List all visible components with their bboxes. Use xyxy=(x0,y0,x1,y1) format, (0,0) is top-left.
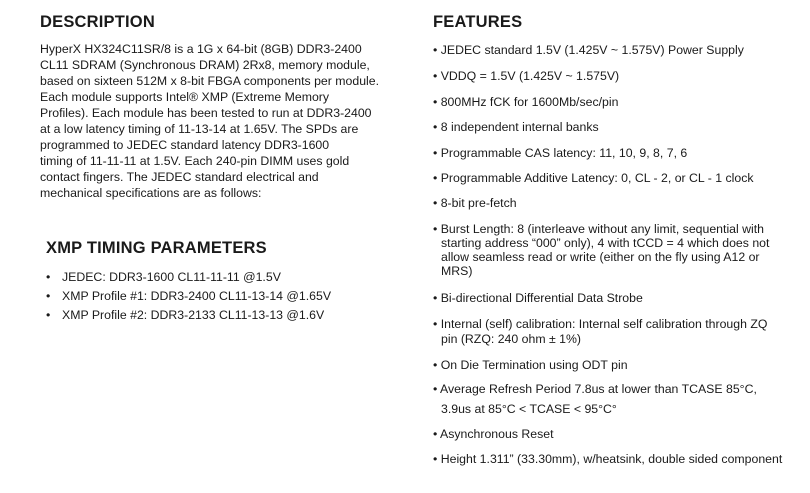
xmp-heading: XMP TIMING PARAMETERS xyxy=(46,239,267,257)
feature-item: • 800MHz fCK for 1600Mb/sec/pin xyxy=(433,95,619,109)
feature-item: • 8-bit pre-fetch xyxy=(433,196,517,210)
feature-item: • Programmable CAS latency: 11, 10, 9, 8, 7, 6 xyxy=(433,146,688,160)
description-line: based on sixteen 512M x 8-bit FBGA components per module. xyxy=(40,74,380,88)
description-line: at a low latency timing of 11-13-14 at 1.65V. The SPDs are xyxy=(40,122,359,136)
feature-item: • Asynchronous Reset xyxy=(433,427,554,441)
description-line: contact fingers. The JEDEC standard electrical and xyxy=(40,170,319,184)
description-line: HyperX HX324C11SR/8 is a 1G x 64-bit (8GB) DDR3-2400 xyxy=(40,42,362,56)
description-line: mechanical specifications are as follows: xyxy=(40,186,262,200)
xmp-item-text: XMP Profile #1: DDR3-2400 CL11-13-14 @1.65V xyxy=(62,289,332,303)
bullet-icon: • xyxy=(46,308,51,322)
list-item xyxy=(46,289,331,303)
feature-item: • 8 independent internal banks xyxy=(433,120,599,134)
feature-item: • Burst Length: 8 (interleave without any limit, sequential with xyxy=(433,222,765,236)
feature-item: • Bi-directional Differential Data Strobe xyxy=(433,291,643,305)
feature-item-continuation: pin (RZQ: 240 ohm ± 1%) xyxy=(441,332,582,346)
description-line: Each module supports Intel® XMP (Extreme Memory xyxy=(40,90,330,104)
feature-item: • Programmable Additive Latency: 0, CL - 2, or CL - 1 clock xyxy=(433,171,754,185)
xmp-item-text: XMP Profile #2: DDR3-2133 CL11-13-13 @1.6V xyxy=(62,308,325,322)
feature-item: • VDDQ = 1.5V (1.425V ~ 1.575V) xyxy=(433,69,620,83)
bullet-icon: • xyxy=(46,270,51,284)
description-line: programmed to JEDEC standard latency DDR3-1600 xyxy=(40,138,330,152)
list-item xyxy=(46,270,281,284)
feature-item-continuation: MRS) xyxy=(441,264,473,278)
feature-item: • Height 1.311” (33.30mm), w/heatsink, double sided component xyxy=(433,452,783,466)
feature-item: • Average Refresh Period 7.8us at lower than TCASE 85°C, xyxy=(433,382,757,396)
feature-item: • JEDEC standard 1.5V (1.425V ~ 1.575V) Power Supply xyxy=(433,43,744,57)
bullet-icon: • xyxy=(46,289,51,303)
feature-item-continuation: allow seamless read or write (either on the fly using A12 or xyxy=(441,250,760,264)
description-line: timing of 11-11-11 at 1.5V. Each 240-pin DIMM uses gold xyxy=(40,154,350,168)
feature-item: • Internal (self) calibration: Internal self calibration through ZQ xyxy=(433,317,768,331)
feature-item: • On Die Termination using ODT pin xyxy=(433,358,628,372)
description-heading: DESCRIPTION xyxy=(40,13,155,31)
list-item xyxy=(46,308,324,322)
description-line: CL11 SDRAM (Synchronous DRAM) 2Rx8, memory module, xyxy=(40,58,370,72)
features-heading: FEATURES xyxy=(433,13,523,31)
feature-item-continuation: 3.9us at 85°C < TCASE < 95°C° xyxy=(441,402,617,416)
feature-item-continuation: starting address “000” only), 4 with tCCD = 4 which does not xyxy=(441,236,770,250)
xmp-item-text: JEDEC: DDR3-1600 CL11-11-11 @1.5V xyxy=(62,270,281,284)
description-line: Profiles). Each module has been tested to run at DDR3-2400 xyxy=(40,106,372,120)
